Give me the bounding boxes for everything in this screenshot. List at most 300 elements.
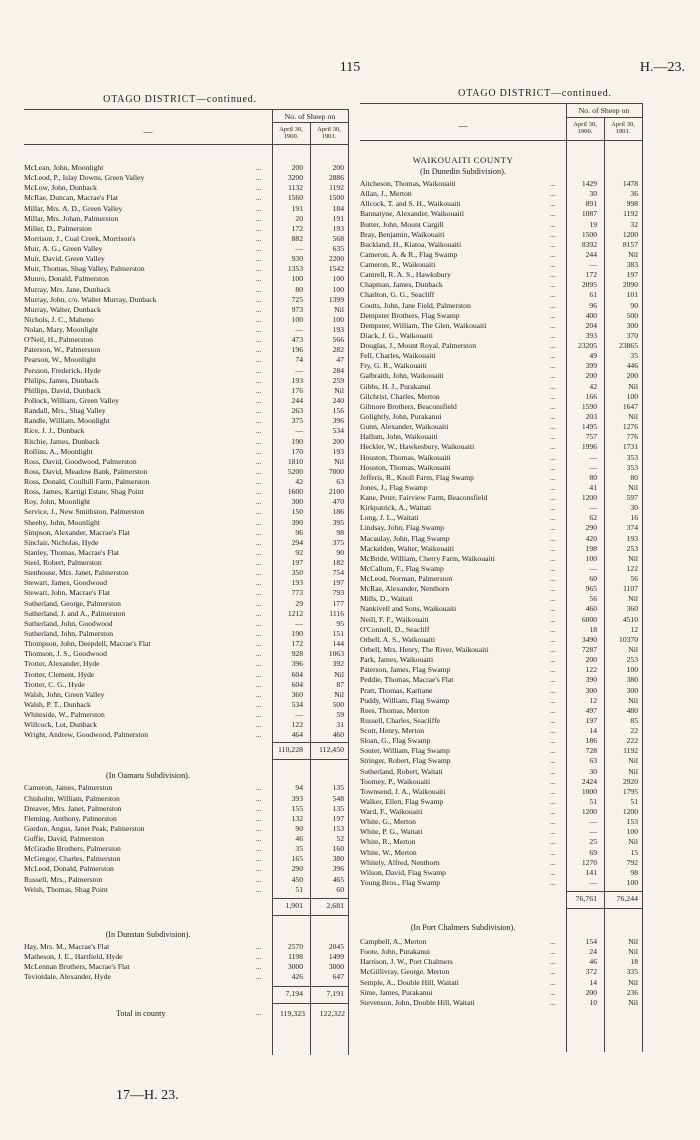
left-row-name: McRae, Duncan, Macrae's Flat (24, 193, 118, 203)
right-row-value-1901: 32 (630, 219, 638, 229)
left-row-value-1901: Nil (334, 304, 344, 314)
right-table-row (360, 513, 642, 523)
left-table-row (24, 568, 348, 578)
right-row-value-1901: Nil (628, 756, 638, 766)
right-row-value-1901: 380 (626, 675, 638, 685)
right-row-name: Fell, Charles, Waikouaiti (360, 351, 436, 361)
right-row-name: Whitely, Alfred, Nenthorn (360, 857, 440, 867)
left-table-row (24, 315, 348, 325)
right-row-name: Ward, F., Waikouaiti (360, 807, 423, 817)
left-row-value-1900: 155 (291, 803, 303, 813)
right-row-value-1900: 24 (589, 947, 597, 957)
right-row-value-1901: 374 (626, 523, 638, 533)
left-table-row (24, 305, 348, 315)
left-table-row (24, 426, 348, 436)
right-row-value-1900: 12 (589, 695, 597, 705)
right-row-value-1900: 141 (585, 867, 597, 877)
left-row-value-1900: 5200 (287, 466, 303, 476)
right-row-name: White, P. G., Waitati (360, 827, 423, 837)
right-header-rule-top (360, 103, 642, 104)
right-row-leader: ... (550, 392, 556, 401)
right-row-name: Stringer, Robert, Flag Swamp (360, 756, 451, 766)
left-table-row (24, 345, 348, 355)
left-row-leader: ... (256, 875, 262, 884)
right-row-leader: ... (550, 737, 556, 746)
right-row-value-1901: 776 (626, 432, 638, 442)
left-row-value-1900: — (295, 325, 303, 335)
right-row-name: Peddie, Thomas, Macrae's Flat (360, 675, 454, 685)
right-row-leader: ... (550, 261, 556, 270)
left-row-value-1901: 500 (332, 699, 344, 709)
right-row-value-1900: 2424 (581, 776, 597, 786)
right-row-value-1900: 1590 (581, 401, 597, 411)
right-row-leader: ... (550, 382, 556, 391)
right-row-value-1901: 90 (630, 300, 638, 310)
left-row-value-1901: 282 (332, 345, 344, 355)
left-row-value-1900: — (295, 244, 303, 254)
left-table-row (24, 254, 348, 264)
right-row-value-1901: 222 (626, 736, 638, 746)
left-row-value-1901: 2100 (328, 487, 344, 497)
left-row-value-1900: 3200 (287, 173, 303, 183)
right-row-name: Orbell, Mrs. Henry, The River, Waikouaiti (360, 644, 489, 654)
left-row-name: Sutherland, George, Palmerston (24, 598, 121, 608)
left-row-leader: ... (256, 336, 262, 345)
left-table-row (24, 274, 348, 284)
left-subtotal-oamaru-1901: 2,681 (326, 900, 344, 910)
right-table-row (360, 209, 642, 219)
right-row-name: Bray, Benjamin, Waikouaiti (360, 229, 445, 239)
right-table-row (360, 645, 642, 655)
right-row-value-1900: — (589, 260, 597, 270)
left-col-a-line2: 1900. (283, 133, 299, 140)
right-row-value-1900: 200 (585, 987, 597, 997)
left-row-value-1901: 793 (332, 588, 344, 598)
left-row-value-1901: Nil (334, 689, 344, 699)
left-row-value-1900: 294 (291, 537, 303, 547)
right-row-leader: ... (550, 575, 556, 584)
left-row-name: Morrison, J., Coal Creek, Morrison's (24, 233, 136, 243)
right-row-value-1901: 30 (630, 503, 638, 513)
left-row-value-1901: 47 (336, 355, 344, 365)
right-row-value-1900: 186 (585, 736, 597, 746)
left-row-name: Randall, Mrs., Shag Valley (24, 406, 106, 416)
left-row-value-1901: 1542 (328, 264, 344, 274)
right-table-row (360, 998, 642, 1008)
right-row-value-1900: 372 (585, 967, 597, 977)
right-row-name: Pratt, Thomas, Karitane (360, 685, 433, 695)
left-table-row (24, 588, 348, 598)
left-row-name: Ross, James, Kartigi Estate, Shag Point (24, 487, 144, 497)
right-row-name: Kane, Peter, Fairview Farm, Beaconsfield (360, 493, 488, 503)
right-row-name: Sloan, G., Flag Swamp (360, 736, 431, 746)
right-row-name: Houston, Thomas, Waikouaiti (360, 462, 451, 472)
right-row-name: Hallum, John, Waikouaiti (360, 432, 438, 442)
right-row-leader: ... (550, 948, 556, 957)
left-row-name: Murray, Walter, Dunback (24, 304, 101, 314)
left-row-leader: ... (256, 224, 262, 233)
right-row-leader: ... (550, 757, 556, 766)
left-row-leader: ... (256, 548, 262, 557)
left-row-value-1901: 635 (332, 244, 344, 254)
right-row-value-1900: 23205 (578, 341, 597, 351)
left-row-value-1901: 1500 (328, 193, 344, 203)
left-row-value-1901: 193 (332, 325, 344, 335)
left-row-name: Russell, Mrs., Palmerston (24, 874, 103, 884)
left-row-name: Welsh, Thomas, Shag Point (24, 884, 108, 894)
right-row-name: Gibbs, H. J., Purakanui (360, 381, 431, 391)
right-row-leader: ... (550, 210, 556, 219)
left-row-value-1900: 35 (295, 844, 303, 854)
left-table-row (24, 183, 348, 193)
left-row-name: Sutherland, J. and A., Palmerston (24, 608, 126, 618)
right-row-leader: ... (550, 968, 556, 977)
right-table-row (360, 807, 642, 817)
left-row-value-1900: 604 (291, 679, 303, 689)
left-row-leader: ... (256, 589, 262, 598)
right-vline-c (642, 103, 643, 1052)
right-row-leader: ... (550, 625, 556, 634)
right-table-row (360, 230, 642, 240)
left-row-value-1901: 647 (332, 972, 344, 982)
left-row-name: Pollock, William, Green Valley (24, 395, 119, 405)
right-table-row (360, 978, 642, 988)
right-row-value-1901: 383 (626, 260, 638, 270)
left-row-value-1901: 1499 (328, 951, 344, 961)
left-row-leader: ... (256, 855, 262, 864)
left-row-name: Philips, James, Dunback (24, 375, 99, 385)
left-row-value-1901: 90 (336, 547, 344, 557)
right-row-value-1900: — (589, 817, 597, 827)
right-row-value-1901: 1107 (623, 584, 638, 594)
left-row-value-1901: 186 (332, 507, 344, 517)
left-row-value-1901: 3000 (328, 962, 344, 972)
right-row-leader: ... (550, 362, 556, 371)
left-row-value-1901: 566 (332, 335, 344, 345)
footer-signature: 17—H. 23. (116, 1088, 179, 1103)
right-row-value-1901: 236 (626, 987, 638, 997)
right-row-leader: ... (550, 190, 556, 199)
right-table-row (360, 675, 642, 685)
left-row-value-1900: — (295, 710, 303, 720)
left-row-leader: ... (256, 804, 262, 813)
right-sheep-header: No. of Sheep on (578, 106, 630, 115)
right-row-name: Chapman, James, Dunback (360, 280, 443, 290)
left-row-value-1901: 197 (332, 813, 344, 823)
right-table-row (360, 716, 642, 726)
left-row-value-1901: 98 (336, 527, 344, 537)
left-row-value-1900: 244 (291, 395, 303, 405)
right-row-leader: ... (550, 402, 556, 411)
right-table-row (360, 250, 642, 260)
right-row-value-1900: 46 (589, 957, 597, 967)
left-table-row (24, 355, 348, 365)
left-row-leader: ... (256, 427, 262, 436)
right-table-row (360, 382, 642, 392)
left-subtotal-main-1901: 112,450 (318, 745, 344, 755)
left-sheep-header: No. of Sheep on (284, 112, 336, 121)
right-table-row (360, 341, 642, 351)
left-row-value-1901: 193 (332, 446, 344, 456)
left-row-leader: ... (256, 467, 262, 476)
right-row-value-1900: 197 (585, 715, 597, 725)
left-row-leader: ... (256, 885, 262, 894)
left-row-value-1901: 470 (332, 497, 344, 507)
right-row-value-1901: 4510 (622, 614, 638, 624)
left-row-value-1901: 375 (332, 537, 344, 547)
left-row-name: Roy, John, Moonlight (24, 497, 91, 507)
left-table-row (24, 295, 348, 305)
left-row-value-1901: 63 (336, 477, 344, 487)
right-row-value-1901: 353 (626, 452, 638, 462)
left-row-name: Sinclair, Nicholas, Hyde (24, 537, 99, 547)
right-subtotal-rule (566, 891, 642, 892)
left-row-name: McLean, John, Moonlight (24, 163, 104, 172)
left-row-leader: ... (256, 680, 262, 689)
left-row-value-1901: 135 (332, 783, 344, 793)
right-row-leader: ... (550, 706, 556, 715)
left-row-value-1901: 197 (332, 578, 344, 588)
right-row-leader: ... (550, 524, 556, 533)
left-table-row (24, 173, 348, 183)
right-row-value-1901: 98 (630, 867, 638, 877)
right-table-row (360, 947, 642, 957)
right-row-value-1901: 1192 (623, 209, 638, 219)
left-col-b-line2: 1901. (321, 133, 337, 140)
left-row-value-1901: 7000 (328, 466, 344, 476)
right-table-row (360, 442, 642, 452)
left-row-name: McGregor, Charles, Palmerston (24, 854, 121, 864)
right-table-row (360, 797, 642, 807)
right-row-leader: ... (550, 686, 556, 695)
right-row-value-1900: 497 (585, 705, 597, 715)
left-row-name: Paterson, W., Palmerston (24, 345, 101, 355)
left-row-value-1900: 882 (291, 233, 303, 243)
left-row-name: Trotter, Alexander, Hyde (24, 659, 100, 669)
right-row-value-1900: 7287 (581, 644, 597, 654)
right-row-value-1901: 100 (626, 827, 638, 837)
right-row-leader: ... (550, 453, 556, 462)
right-row-leader: ... (550, 180, 556, 188)
left-row-name: Muir, Thomas, Shag Valley, Palmerston (24, 264, 145, 274)
right-row-value-1900: 49 (589, 351, 597, 361)
left-row-value-1900: 200 (291, 163, 303, 172)
right-row-value-1901: Nil (628, 381, 638, 391)
right-row-leader: ... (550, 230, 556, 239)
right-table-row (360, 402, 642, 412)
left-row-value-1900: 42 (295, 477, 303, 487)
right-table-row (360, 655, 642, 665)
right-row-name: Russell, Charles, Seacliffe (360, 715, 440, 725)
right-table-row (360, 311, 642, 321)
right-row-leader: ... (550, 271, 556, 280)
left-row-leader: ... (256, 670, 262, 679)
left-row-value-1901: 177 (332, 598, 344, 608)
right-row-leader: ... (550, 696, 556, 705)
left-row-name: Murray, Mrs. Jane, Dunback (24, 284, 111, 294)
right-county-heading: WAIKOUAITI COUNTY (412, 155, 514, 165)
left-row-value-1900: 290 (291, 864, 303, 874)
right-row-value-1901: 300 (626, 320, 638, 330)
right-row-value-1901: 500 (626, 310, 638, 320)
left-row-leader: ... (256, 599, 262, 608)
left-subtotal-rule-below (272, 915, 348, 916)
right-row-leader: ... (550, 331, 556, 340)
left-row-name: McLeod, P., Islay Downs, Green Valley (24, 173, 145, 183)
right-table-row (360, 858, 642, 868)
right-row-value-1900: 100 (585, 553, 597, 563)
left-row-value-1900: 1600 (287, 487, 303, 497)
left-row-name: Willcock, Lot, Dunback (24, 720, 98, 730)
left-row-value-1900: 973 (291, 304, 303, 314)
right-row-leader: ... (550, 534, 556, 543)
left-table-row (24, 972, 348, 982)
right-row-value-1901: 446 (626, 361, 638, 371)
left-row-leader: ... (256, 204, 262, 213)
right-table-row (360, 361, 642, 371)
left-table-row (24, 690, 348, 700)
left-row-value-1900: 46 (295, 834, 303, 844)
left-total-leader: ... (256, 1009, 262, 1018)
right-row-leader: ... (550, 585, 556, 594)
right-row-name: Heckler, W., Hawkesbury, Waikouaiti (360, 442, 475, 452)
left-row-leader: ... (256, 214, 262, 223)
right-row-name: McCallum, F., Flag Swamp (360, 563, 444, 573)
right-table-row (360, 503, 642, 513)
left-table-row (24, 649, 348, 659)
right-row-value-1900: 891 (585, 199, 597, 209)
left-row-leader: ... (256, 963, 262, 972)
left-table-row (24, 366, 348, 376)
right-row-value-1900: 1087 (581, 209, 597, 219)
right-row-value-1901: 100 (626, 665, 638, 675)
left-row-name: McLennan Brothers, Macrae's Flat (24, 962, 130, 972)
left-row-value-1901: 184 (332, 203, 344, 213)
right-table-row (360, 270, 642, 280)
left-subtotal-rule (272, 898, 348, 899)
right-row-value-1900: 56 (589, 594, 597, 604)
left-row-value-1901: 754 (332, 568, 344, 578)
left-row-value-1900: 375 (291, 416, 303, 426)
left-row-name: Thompson, John, Deepdell, Macrae's Flat (24, 639, 151, 649)
right-row-leader: ... (550, 868, 556, 877)
right-row-value-1900: 1495 (581, 422, 597, 432)
left-row-value-1901: 100 (332, 314, 344, 324)
right-table-row (360, 967, 642, 977)
right-row-name: Douglas, J., Mount Royal, Palmerston (360, 341, 477, 351)
right-row-leader: ... (550, 747, 556, 756)
right-row-name: Buckland, H., Kiatoa, Waikouaiti (360, 239, 462, 249)
right-row-value-1900: 14 (589, 977, 597, 987)
right-row-value-1901: Nil (628, 695, 638, 705)
right-row-value-1900: 51 (589, 796, 597, 806)
left-row-value-1901: 182 (332, 558, 344, 568)
left-row-leader: ... (256, 619, 262, 628)
left-row-value-1900: 1198 (288, 951, 303, 961)
right-table-row (360, 604, 642, 614)
right-row-value-1900: 80 (589, 472, 597, 482)
right-row-value-1900: 728 (585, 746, 597, 756)
left-row-name: Ritchie, James, Dunback (24, 436, 100, 446)
left-row-leader: ... (256, 234, 262, 243)
right-row-name: Puddy, William, Flag Swamp (360, 695, 450, 705)
right-table-row (360, 544, 642, 554)
right-table-row (360, 736, 642, 746)
left-table-row (24, 619, 348, 629)
left-subtotal-main-1900: 110,228 (277, 745, 303, 755)
left-table-row (24, 224, 348, 234)
right-row-value-1900: 757 (585, 432, 597, 442)
left-row-value-1900: 263 (291, 406, 303, 416)
right-row-value-1901: Nil (628, 553, 638, 563)
left-table-row (24, 325, 348, 335)
right-row-value-1901: 18 (630, 957, 638, 967)
right-row-leader: ... (550, 544, 556, 553)
left-table-row (24, 783, 348, 793)
left-row-leader: ... (256, 346, 262, 355)
right-row-name: Fry, G. R., Waikouaiti (360, 361, 427, 371)
right-row-value-1901: 153 (626, 817, 638, 827)
left-row-value-1900: 20 (295, 213, 303, 223)
right-row-value-1901: Nil (628, 594, 638, 604)
right-row-value-1900: 200 (585, 371, 597, 381)
right-table-row (360, 827, 642, 837)
left-row-value-1901: 392 (332, 659, 344, 669)
left-row-leader: ... (256, 386, 262, 395)
left-row-value-1900: 100 (291, 274, 303, 284)
left-row-value-1901: 59 (336, 710, 344, 720)
right-row-leader: ... (550, 635, 556, 644)
right-row-leader: ... (550, 988, 556, 997)
right-row-value-1900: 965 (585, 584, 597, 594)
right-table-row (360, 777, 642, 787)
left-table-row (24, 538, 348, 548)
right-row-leader: ... (550, 978, 556, 987)
right-row-value-1901: 1731 (622, 442, 638, 452)
right-table-row (360, 787, 642, 797)
right-row-value-1901: 80 (630, 472, 638, 482)
right-table-row (360, 453, 642, 463)
right-table-row (360, 868, 642, 878)
right-table-row (360, 574, 642, 584)
left-row-leader: ... (256, 194, 262, 203)
right-row-value-1900: 400 (585, 310, 597, 320)
left-row-value-1900: 426 (291, 972, 303, 982)
left-table-row (24, 548, 348, 558)
left-row-leader: ... (256, 508, 262, 517)
right-row-leader: ... (550, 423, 556, 432)
right-row-value-1901: 101 (626, 290, 638, 300)
right-row-name: McGillivray, George, Merton (360, 967, 450, 977)
left-row-leader: ... (256, 366, 262, 375)
right-row-name: Sime, James, Purakanui (360, 987, 433, 997)
left-row-name: Miller, D., Palmerston (24, 223, 92, 233)
left-table-row (24, 528, 348, 538)
left-row-name: Whiteside, W., Palmerston (24, 710, 105, 720)
left-table-row (24, 487, 348, 497)
right-row-value-1900: 399 (585, 361, 597, 371)
left-row-leader: ... (256, 952, 262, 961)
right-table-row (360, 199, 642, 209)
left-row-leader: ... (256, 245, 262, 254)
right-row-value-1900: 30 (589, 766, 597, 776)
right-row-value-1900: 204 (585, 320, 597, 330)
left-row-value-1900: 196 (291, 345, 303, 355)
right-row-leader: ... (550, 200, 556, 209)
left-row-value-1901: 200 (332, 163, 344, 172)
left-table-row (24, 962, 348, 972)
left-row-name: Ross, Donald, Coulhill Farm, Palmerston (24, 477, 150, 487)
